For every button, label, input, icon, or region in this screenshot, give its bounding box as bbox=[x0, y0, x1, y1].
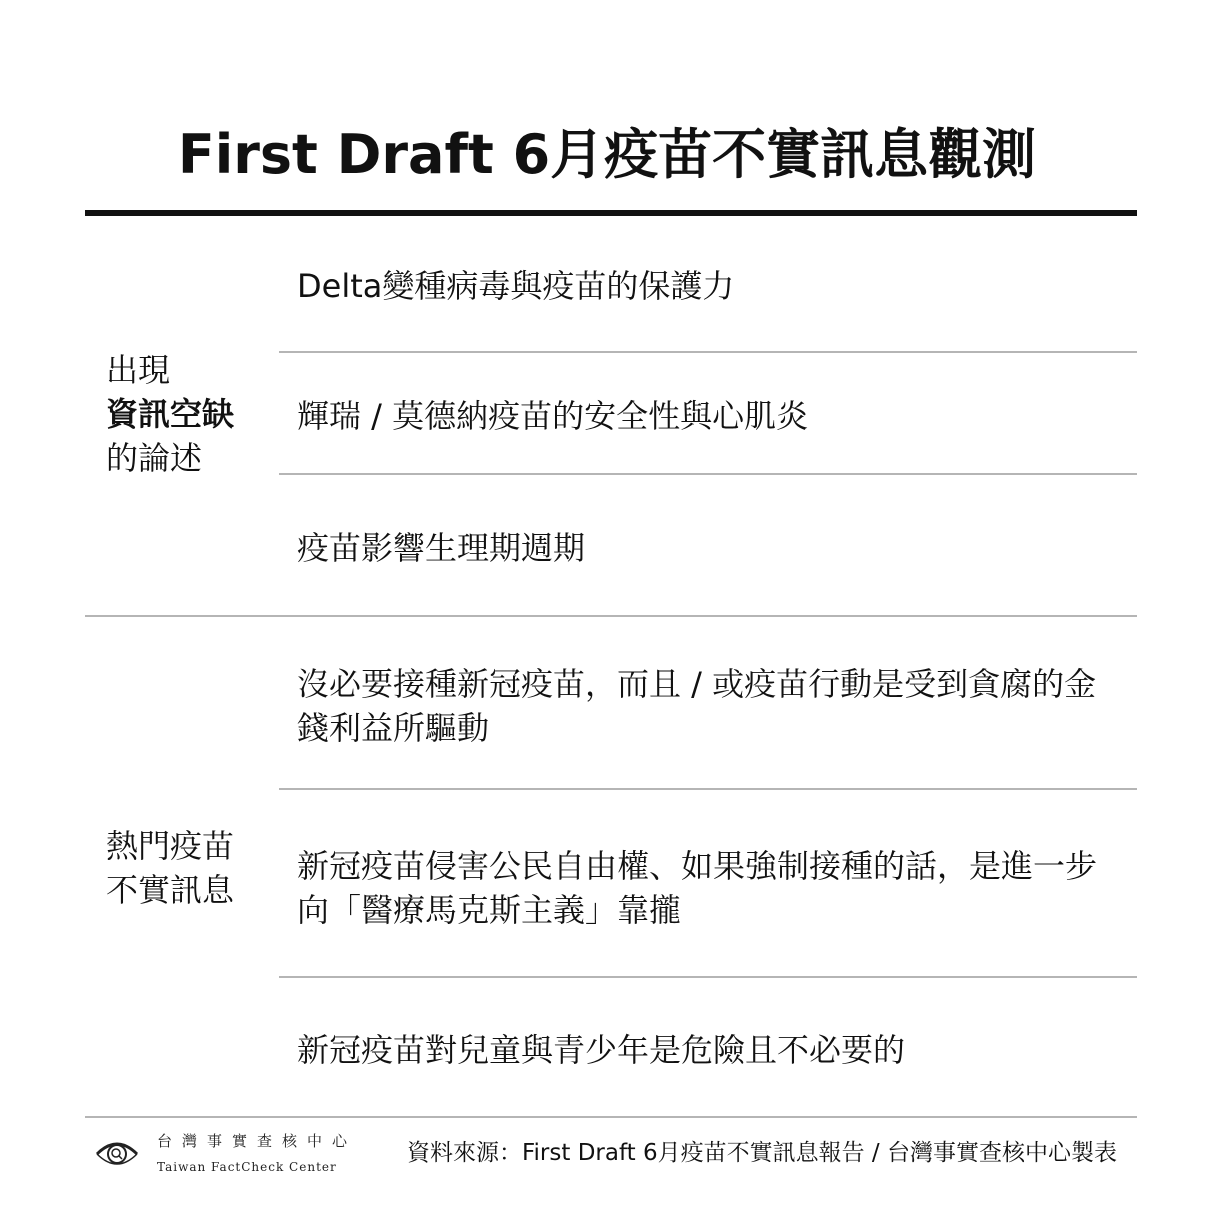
category-line: 不實訊息 bbox=[106, 871, 235, 909]
section-divider bbox=[85, 615, 1137, 617]
source-credit: 資料來源：First Draft 6月疫苗不實訊息報告 / 台灣事實查核中心製表 bbox=[406, 1140, 1117, 1166]
row-divider bbox=[279, 473, 1137, 475]
logo-chinese-name: 台灣事實查核中心 bbox=[157, 1132, 358, 1150]
row-divider bbox=[279, 351, 1137, 353]
list-item: 疫苗影響生理期週期 bbox=[297, 529, 586, 567]
category-line: 的論述 bbox=[106, 439, 203, 477]
list-item: 新冠疫苗對兒童與青少年是危險且不必要的 bbox=[297, 1031, 906, 1069]
footer-divider bbox=[85, 1116, 1137, 1118]
list-item: 輝瑞 / 莫德納疫苗的安全性與心肌炎 bbox=[297, 397, 809, 435]
row-divider bbox=[279, 976, 1137, 978]
category-label-misinformation bbox=[106, 824, 234, 912]
category-line: 出現 bbox=[106, 351, 171, 389]
category-label-info-gap bbox=[106, 348, 234, 480]
page-title: First Draft 6月疫苗不實訊息觀測 bbox=[177, 123, 1037, 186]
list-item: 新冠疫苗侵害公民自由權、如果強制接種的話，是進一步向「醫療馬克斯主義」靠攏 bbox=[297, 847, 1098, 929]
category-line: 熱門疫苗 bbox=[106, 827, 235, 865]
row-divider bbox=[279, 788, 1137, 790]
category-line-emphasis: 資訊空缺 bbox=[106, 395, 235, 433]
footer bbox=[85, 1128, 1137, 1188]
title-divider bbox=[85, 210, 1137, 216]
list-item: 沒必要接種新冠疫苗，而且 / 或疫苗行動是受到貪腐的金錢利益所驅動 bbox=[297, 665, 1097, 747]
list-item: Delta變種病毒與疫苗的保護力 bbox=[297, 267, 735, 305]
magnifier-eye-icon bbox=[93, 1132, 141, 1176]
logo-english-name: Taiwan FactCheck Center bbox=[157, 1160, 337, 1174]
